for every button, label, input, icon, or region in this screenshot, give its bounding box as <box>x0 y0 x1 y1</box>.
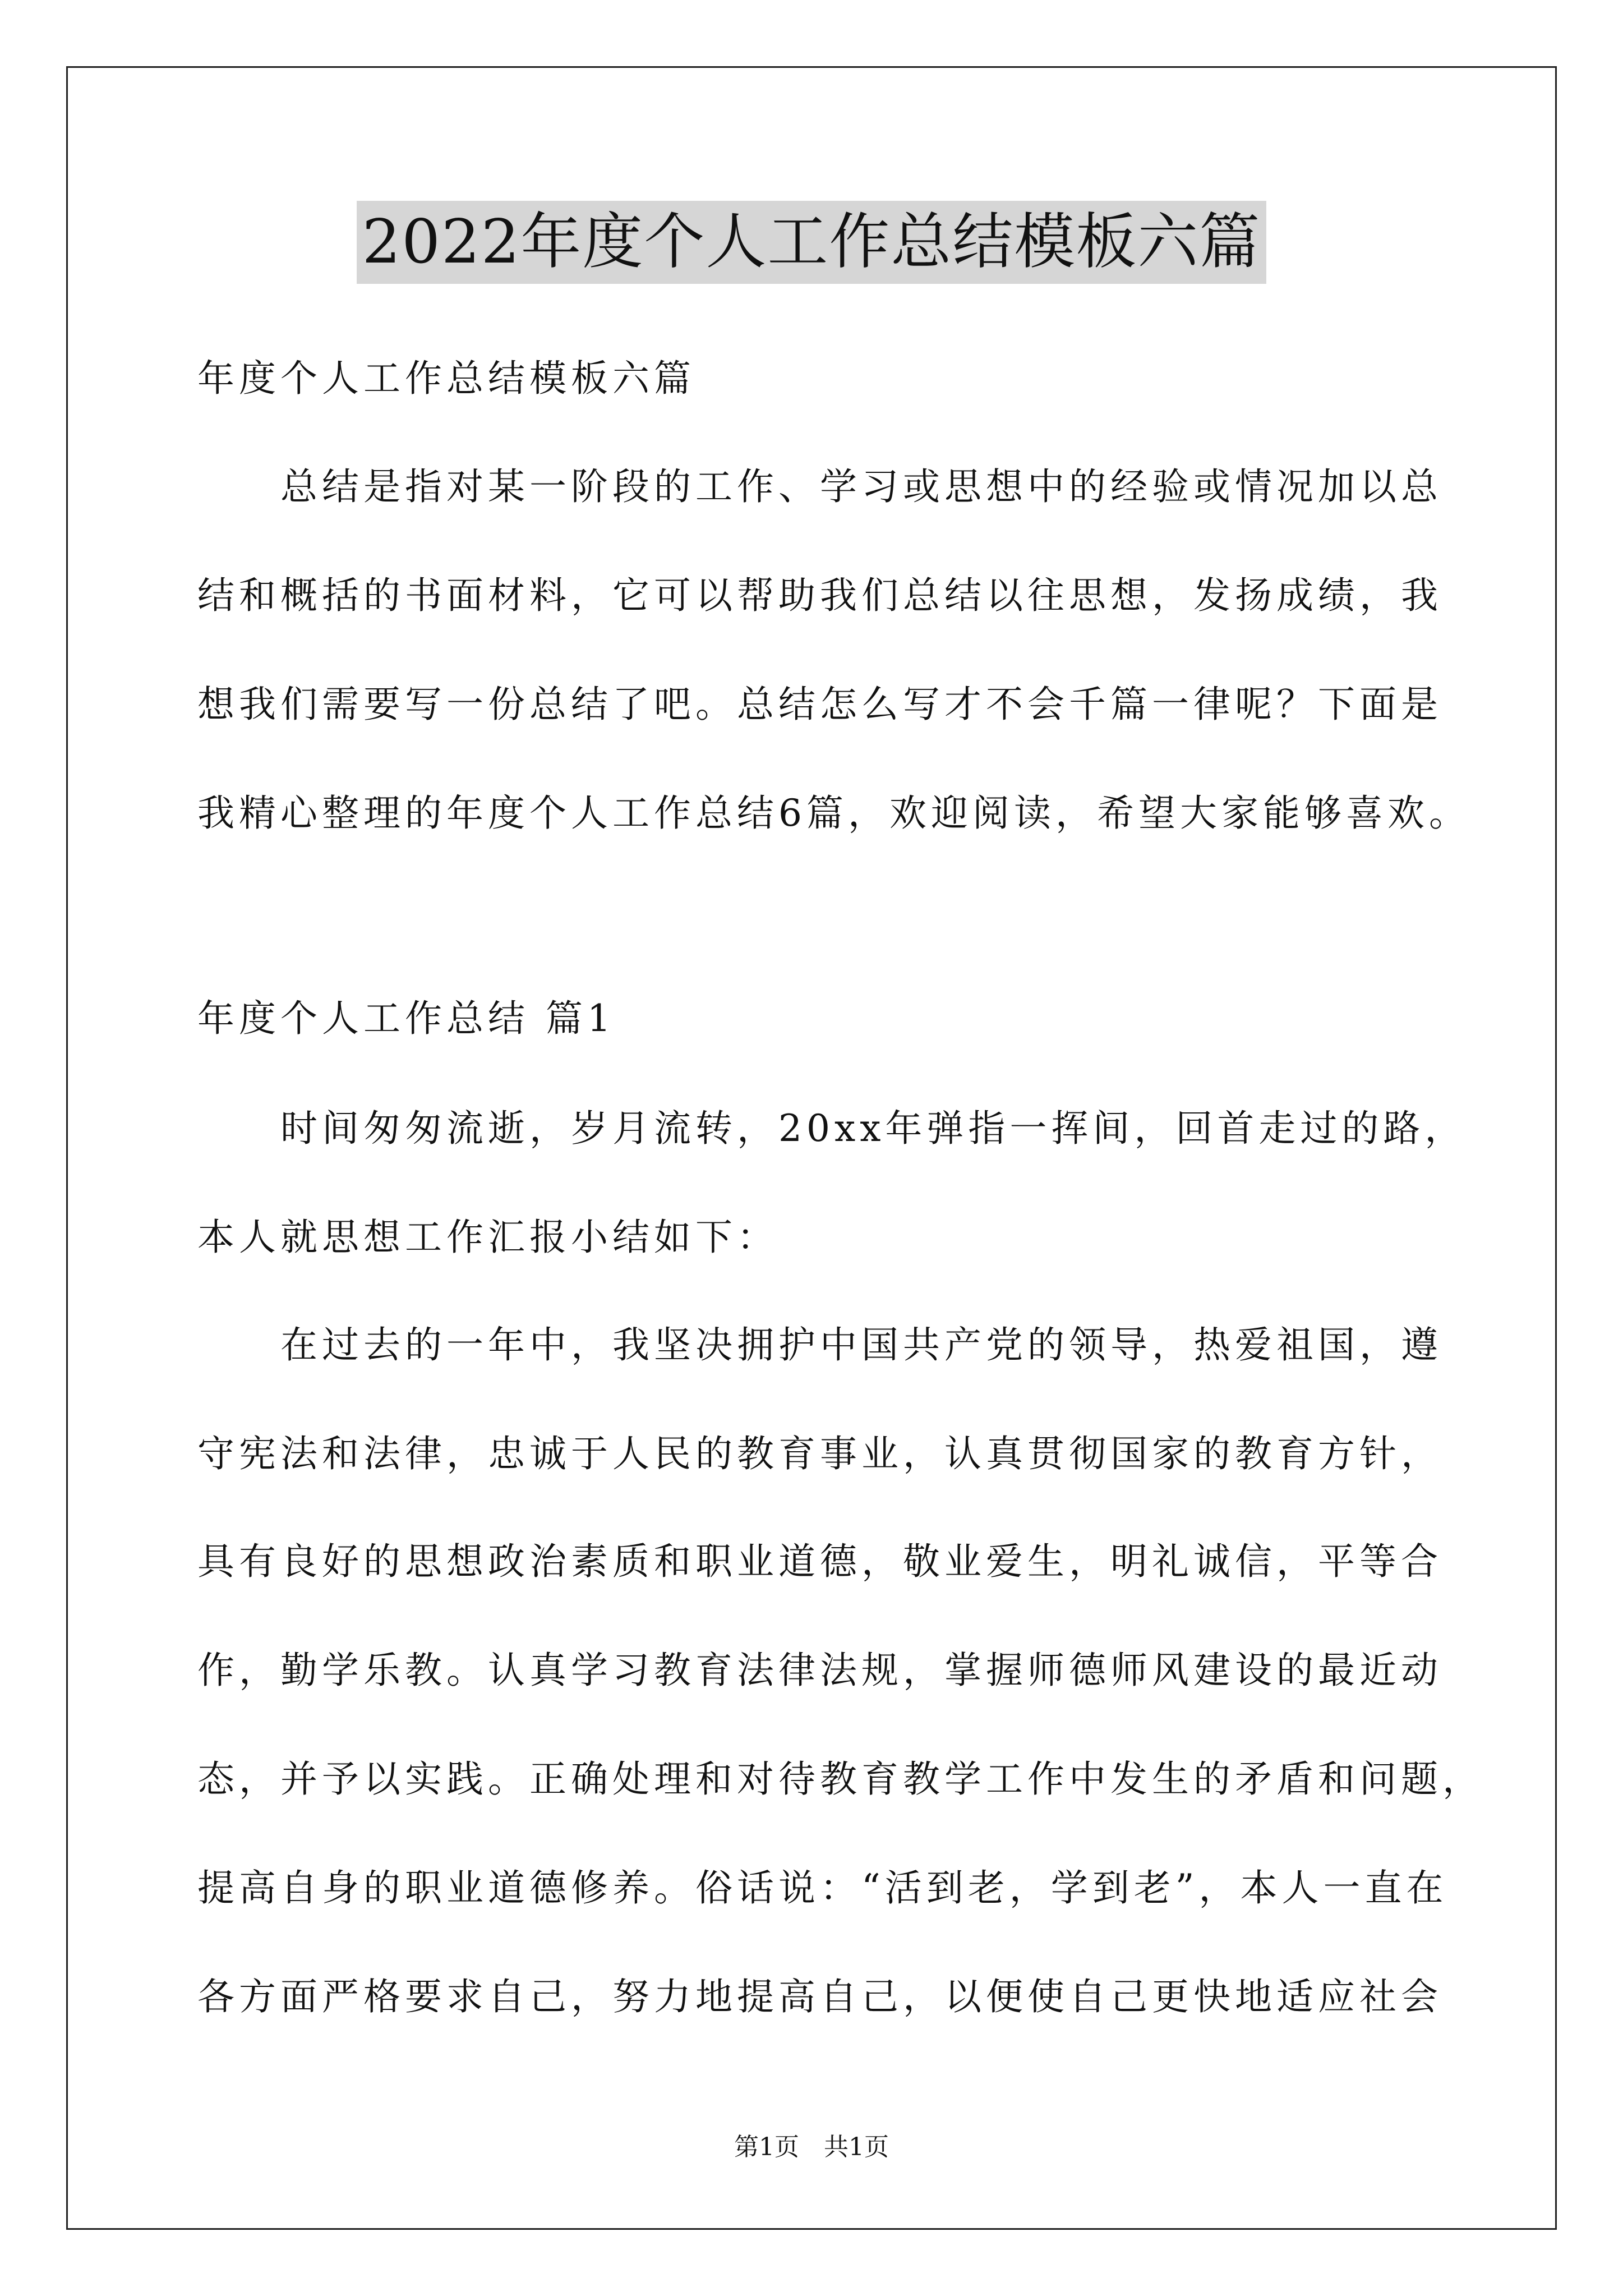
paragraph-line: 时间匆匆流逝，岁月流转，20xx年弹指一挥间，回首走过的路， <box>280 1107 1467 1150</box>
document-title: 2022年度个人工作总结模板六篇 <box>357 201 1267 284</box>
intro-line: 想我们需要写一份总结了吧。总结怎么写才不会千篇一律呢？下面是 <box>197 683 1442 726</box>
paragraph-line: 提高自身的职业道德修养。俗话说：“活到老，学到老”，本人一直在 <box>197 1866 1448 1910</box>
paragraph-line: 具有良好的思想政治素质和职业道德，敬业爱生，明礼诚信，平等合 <box>197 1540 1442 1583</box>
intro-line: 总结是指对某一阶段的工作、学习或思想中的经验或情况加以总 <box>280 465 1442 508</box>
paragraph-line: 本人就思想工作汇报小结如下： <box>197 1216 778 1259</box>
paragraph-line: 作，勤学乐教。认真学习教育法律法规，掌握师德师风建设的最近动 <box>197 1649 1442 1692</box>
paragraph-line: 守宪法和法律，忠诚于人民的教育事业，认真贯彻国家的教育方针， <box>197 1432 1442 1475</box>
paragraph-line: 态，并予以实践。正确处理和对待教育教学工作中发生的矛盾和问题， <box>197 1757 1484 1801</box>
title-block <box>0 201 1623 284</box>
document-subtitle: 年度个人工作总结模板六篇 <box>197 357 695 400</box>
page-footer: 第1页 共1页 <box>734 2133 889 2161</box>
paragraph-line: 各方面严格要求自己，努力地提高自己，以便使自己更快地适应社会 <box>197 1975 1442 2018</box>
section-heading: 年度个人工作总结 篇1 <box>197 997 615 1040</box>
intro-line: 结和概括的书面材料，它可以帮助我们总结以往思想，发扬成绩，我 <box>197 574 1442 617</box>
intro-line: 我精心整理的年度个人工作总结6篇，欢迎阅读，希望大家能够喜欢。 <box>197 792 1470 835</box>
paragraph-line: 在过去的一年中，我坚决拥护中国共产党的领导，热爱祖国，遵 <box>280 1323 1442 1366</box>
